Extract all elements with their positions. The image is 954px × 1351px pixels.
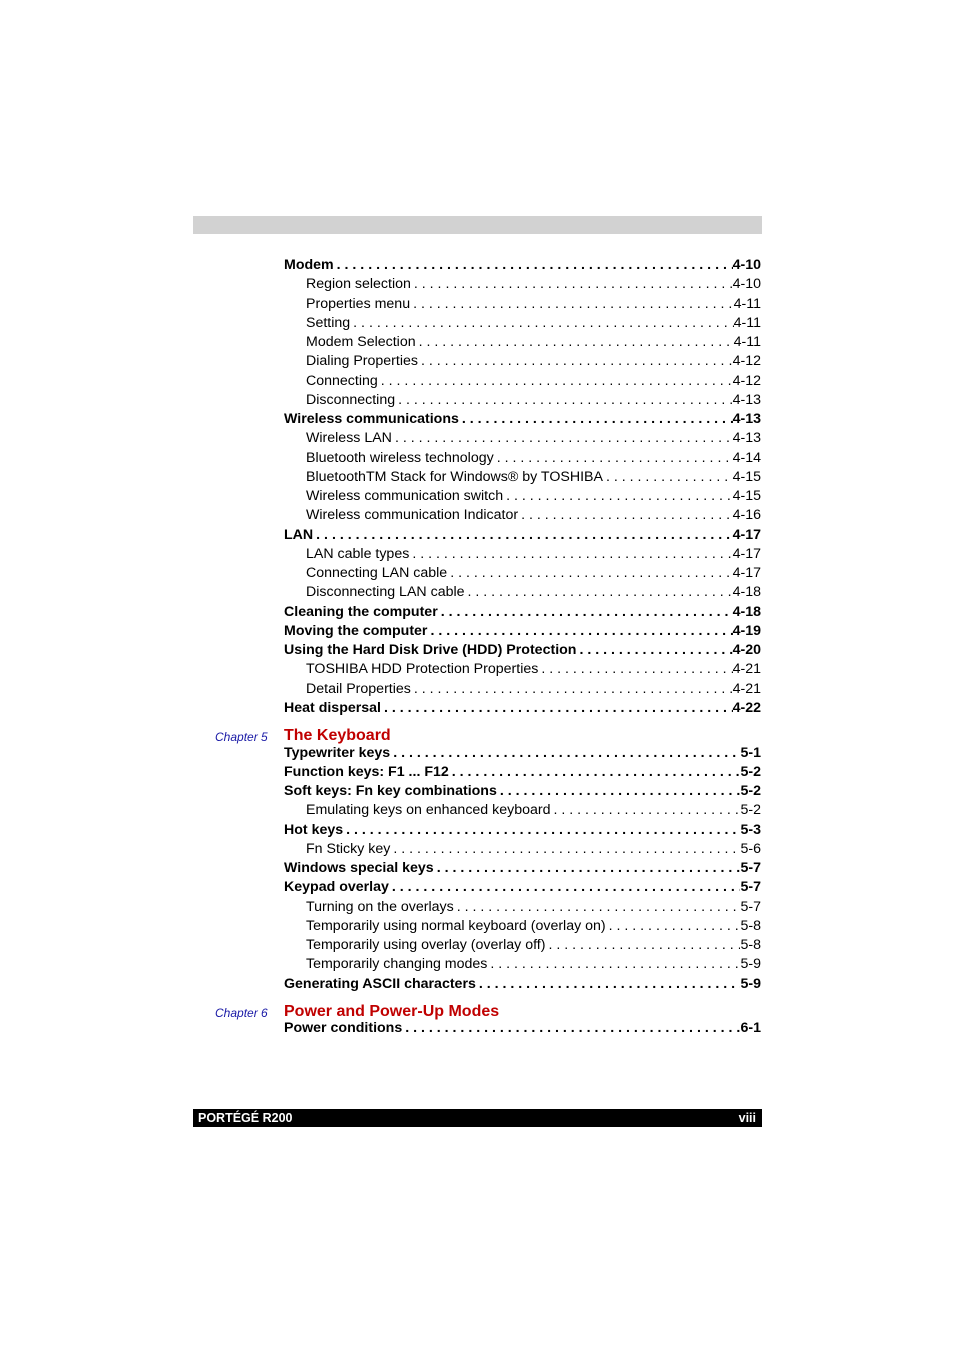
dot-leader <box>334 256 733 275</box>
toc-entry-title: Modem <box>284 257 334 273</box>
dot-leader <box>409 545 732 564</box>
dot-leader <box>411 680 733 699</box>
dot-leader <box>402 1019 740 1038</box>
toc-section-entry[interactable] <box>284 744 761 763</box>
chapter-label: Chapter 6 <box>215 1005 268 1020</box>
toc-subsection-entry[interactable] <box>306 545 761 564</box>
toc-page-number: 4-21 <box>732 661 761 678</box>
toc-page-number: 4-12 <box>732 372 761 389</box>
footer-page-number: viii <box>738 1111 756 1125</box>
toc-page-number: 5-8 <box>740 917 761 934</box>
toc-subsection-entry[interactable] <box>306 506 761 525</box>
dot-leader <box>476 975 741 994</box>
toc-entry-title: LAN <box>284 526 314 543</box>
footer-product-name: PORTÉGÉ R200 <box>198 1111 293 1125</box>
toc-subsection-entry[interactable] <box>306 333 761 352</box>
toc-section-entry[interactable] <box>284 410 761 429</box>
toc-page-number: 5-2 <box>740 783 761 799</box>
toc-entry-title: Wireless communication switch <box>306 488 504 504</box>
toc-page-number: 4-21 <box>732 680 761 697</box>
toc-subsection-entry[interactable] <box>306 936 761 955</box>
toc-page-number: 5-9 <box>740 975 761 992</box>
toc-page-number: 5-3 <box>740 821 761 838</box>
toc-subsection-entry[interactable] <box>306 487 761 506</box>
toc-entry-title: Wireless communication Indicator <box>306 507 519 524</box>
toc-subsection-entry[interactable] <box>306 391 761 410</box>
toc-entry-title: Windows special keys <box>284 860 434 876</box>
toc-entry-title: Region selection <box>306 276 411 293</box>
dot-leader <box>447 564 732 583</box>
toc-entry-title: Connecting <box>306 372 378 389</box>
dot-leader <box>381 699 733 718</box>
toc-section-entry[interactable] <box>284 641 761 660</box>
toc-subsection-entry[interactable] <box>306 449 761 468</box>
toc-entry-title: LAN cable types <box>306 545 410 562</box>
toc-subsection-entry[interactable] <box>306 660 761 679</box>
chapter-title[interactable]: Power and Power-Up Modes <box>284 1002 500 1020</box>
toc-subsection-entry[interactable] <box>306 468 761 487</box>
dot-leader <box>497 782 741 801</box>
toc-page-number: 5-1 <box>740 744 761 761</box>
dot-leader <box>343 821 740 840</box>
toc-page-number: 4-12 <box>732 353 761 370</box>
toc-page-number: 5-9 <box>740 956 761 973</box>
toc-page-number: 4-13 <box>732 430 761 447</box>
dot-leader <box>390 840 740 859</box>
toc-entry-title: Function keys: F1 ... F12 <box>284 763 449 780</box>
dot-leader <box>438 603 733 622</box>
toc-page-number: 4-18 <box>732 603 761 620</box>
toc-entry-title: Soft keys: Fn key combinations <box>284 783 497 799</box>
toc-entry-title: Connecting LAN cable <box>306 565 448 581</box>
toc-subsection-entry[interactable] <box>306 275 761 294</box>
toc-entry-title: Using the Hard Disk Drive (HDD) Protection <box>284 642 577 658</box>
toc-entry-title: Setting <box>306 314 351 331</box>
toc-entry-title: Temporarily using normal keyboard (overlay on) <box>306 917 606 934</box>
toc-page-number: 5-7 <box>740 879 761 896</box>
toc-section-entry[interactable] <box>284 763 761 782</box>
dot-leader <box>313 526 732 545</box>
toc-entry-title: Power conditions <box>284 1020 403 1037</box>
toc-page-number: 4-13 <box>732 391 761 408</box>
dot-leader <box>418 352 733 371</box>
header-bar <box>193 216 762 234</box>
dot-leader <box>545 936 740 955</box>
toc-page-number: 4-15 <box>732 488 761 504</box>
toc-page-number: 5-7 <box>740 898 761 915</box>
toc-entry-title: Generating ASCII characters <box>284 975 476 992</box>
toc-subsection-entry[interactable] <box>306 840 761 859</box>
dot-leader <box>411 275 733 294</box>
toc-page-number: 4-13 <box>732 411 761 427</box>
toc-entry-title: Typewriter keys <box>284 744 391 761</box>
toc-page-number: 4-22 <box>732 699 761 716</box>
toc-page-number: 5-7 <box>740 860 761 876</box>
dot-leader <box>459 410 733 429</box>
dot-leader <box>389 878 741 897</box>
dot-leader <box>538 660 732 679</box>
toc-entry-title: Moving the computer <box>284 622 428 639</box>
toc-page-number: 4-17 <box>732 565 761 581</box>
toc-section-entry[interactable] <box>284 699 761 718</box>
toc-entry-title: BluetoothTM Stack for Windows® by TOSHIBA <box>306 468 603 485</box>
toc-entry-title: Keypad overlay <box>284 879 389 896</box>
toc-entry-title: Temporarily using overlay (overlay off) <box>306 937 546 953</box>
toc-entry-title: Disconnecting LAN cable <box>306 584 465 601</box>
dot-leader <box>603 468 733 487</box>
toc-section-entry[interactable] <box>284 603 761 622</box>
toc-section-entry[interactable] <box>284 622 761 641</box>
dot-leader <box>454 898 741 917</box>
toc-entry-title: Bluetooth wireless technology <box>306 449 494 466</box>
toc-entry-title: Modem Selection <box>306 334 416 350</box>
dot-leader <box>606 917 741 936</box>
toc-entry-title: Dialing Properties <box>306 353 418 370</box>
toc-section-entry[interactable] <box>284 859 761 878</box>
chapter-title[interactable]: The Keyboard <box>284 727 391 744</box>
dot-leader <box>392 429 733 448</box>
toc-section-entry[interactable] <box>284 1019 761 1038</box>
dot-leader <box>494 449 733 468</box>
toc-section-entry[interactable] <box>284 782 761 801</box>
dot-leader <box>576 641 732 660</box>
toc-page-number: 4-17 <box>732 526 761 543</box>
toc-entry-title: Fn Sticky key <box>306 840 391 857</box>
dot-leader <box>427 622 732 641</box>
toc-subsection-entry[interactable] <box>306 429 761 448</box>
toc-section-entry[interactable] <box>284 256 761 275</box>
toc-entry-title: Properties menu <box>306 295 411 312</box>
dot-leader <box>465 583 733 602</box>
dot-leader <box>416 333 734 352</box>
toc-page-number: 4-19 <box>732 622 761 639</box>
toc-section-entry[interactable] <box>284 878 761 897</box>
toc-entry-title: Temporarily changing modes <box>306 956 488 973</box>
toc-page-number: 6-1 <box>740 1020 761 1037</box>
toc-entry-title: Disconnecting <box>306 391 396 408</box>
toc-page-number: 4-16 <box>732 507 761 524</box>
dot-leader <box>390 744 740 763</box>
toc-section-entry[interactable] <box>284 821 761 840</box>
toc-entry-title: Emulating keys on enhanced keyboard <box>306 802 551 819</box>
toc-subsection-entry[interactable] <box>306 372 761 391</box>
toc-page-number: 5-2 <box>740 763 761 780</box>
dot-leader <box>503 487 732 506</box>
toc-subsection-entry[interactable] <box>306 801 761 820</box>
toc-entry-title: Heat dispersal <box>284 699 381 716</box>
toc-subsection-entry[interactable] <box>306 917 761 936</box>
toc-entry-title: Wireless communications <box>284 411 459 427</box>
toc-entry-title: Wireless LAN <box>306 430 392 447</box>
toc-page-number: 5-8 <box>740 937 761 953</box>
toc-page-number: 4-18 <box>732 584 761 601</box>
toc-subsection-entry[interactable] <box>306 583 761 602</box>
toc-page-number: 4-11 <box>733 314 761 331</box>
toc-page-number: 4-14 <box>732 449 761 466</box>
toc-page-number: 4-11 <box>733 295 761 312</box>
toc-section-entry[interactable] <box>284 526 761 545</box>
toc-entry-title: TOSHIBA HDD Protection Properties <box>306 661 539 678</box>
toc-entry-title: Cleaning the computer <box>284 603 438 620</box>
toc-page-number: 4-20 <box>732 642 761 658</box>
toc-section-entry[interactable] <box>284 975 761 994</box>
toc-page-number: 4-15 <box>732 468 761 485</box>
page-footer <box>193 1109 762 1127</box>
toc-page-number: 5-2 <box>740 802 761 819</box>
dot-leader <box>395 391 732 410</box>
toc-subsection-entry[interactable] <box>306 898 761 917</box>
chapter-label: Chapter 5 <box>215 730 268 744</box>
toc-entry-title: Detail Properties <box>306 680 411 697</box>
dot-leader <box>350 314 733 333</box>
toc-subsection-entry[interactable] <box>306 352 761 371</box>
toc-subsection-entry[interactable] <box>306 564 761 583</box>
toc-page-number: 5-6 <box>740 840 761 857</box>
toc-page-number: 4-11 <box>733 334 761 350</box>
toc-subsection-entry[interactable] <box>306 295 761 314</box>
toc-subsection-entry[interactable] <box>306 314 761 333</box>
toc-subsection-entry[interactable] <box>306 955 761 974</box>
toc-page-number: 4-10 <box>732 276 761 293</box>
dot-leader <box>487 955 740 974</box>
toc-page-number: 4-10 <box>732 257 761 273</box>
dot-leader <box>551 801 741 820</box>
toc-page-number: 4-17 <box>732 545 761 562</box>
toc-subsection-entry[interactable] <box>306 680 761 699</box>
toc-entry-title: Turning on the overlays <box>306 898 454 915</box>
dot-leader <box>449 763 741 782</box>
dot-leader <box>410 295 734 314</box>
toc-entry-title: Hot keys <box>284 821 344 838</box>
dot-leader <box>434 859 741 878</box>
dot-leader <box>378 372 733 391</box>
dot-leader <box>518 506 732 525</box>
